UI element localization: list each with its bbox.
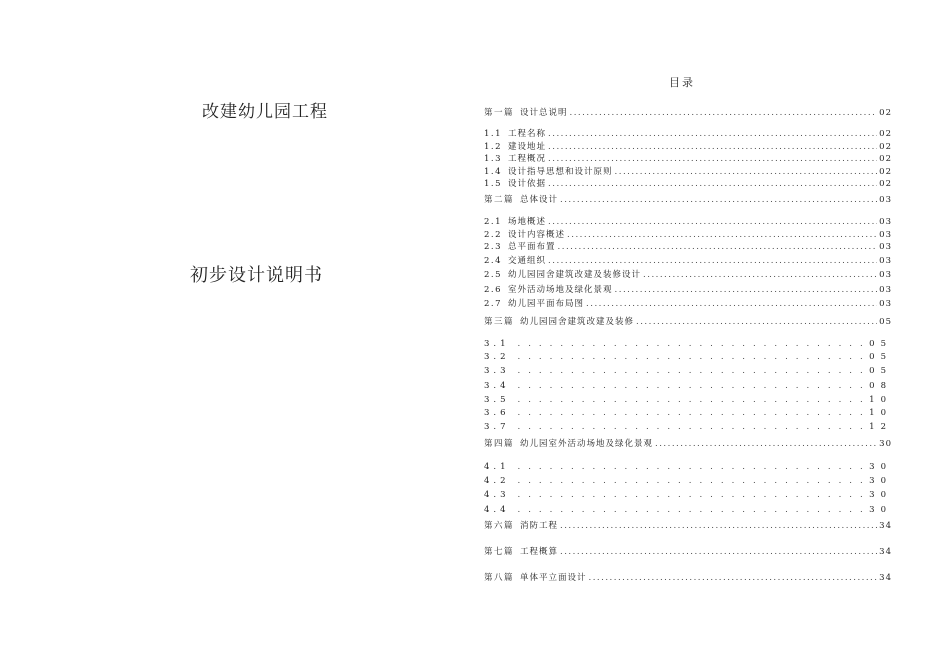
toc-entry[interactable]: 3.3 ..... 05	[484, 365, 892, 377]
toc-entry[interactable]: 2.4 交通组织 ..... 03	[484, 255, 892, 267]
dot-leader	[518, 407, 868, 419]
toc-entry[interactable]: 第六篇 消防工程 ..... 34	[484, 520, 892, 532]
toc-entry[interactable]: 2.2 设计内容概述 ..... 03	[484, 229, 892, 241]
dot-leader	[636, 316, 877, 328]
toc-entry[interactable]: 1.3 工程概况 ..... 02	[484, 153, 892, 165]
toc-entry[interactable]: 1.5 设计依据 ..... 02	[484, 178, 892, 190]
dot-leader	[615, 166, 878, 178]
dot-leader	[548, 216, 877, 228]
toc-entry[interactable]: 1.4 设计指导思想和设计原则 ..... 02	[484, 166, 892, 178]
dot-leader	[560, 520, 877, 532]
toc-entry[interactable]: 4.2 ..... 30	[484, 475, 892, 487]
dot-leader	[558, 241, 878, 253]
toc-entry[interactable]: 3.5 ..... 10	[484, 394, 892, 406]
toc-entry[interactable]: 3.1 ..... 05	[484, 338, 892, 350]
toc-entry[interactable]: 3.7 ..... 12	[484, 421, 892, 433]
toc-entry[interactable]: 2.6 室外活动场地及绿化景观 ..... 03	[484, 284, 892, 296]
toc-entry[interactable]: 第二篇 总体设计 ..... 03	[484, 194, 892, 206]
toc-entry[interactable]: 1.2 建设地址 ..... 02	[484, 141, 892, 153]
dot-leader	[548, 178, 877, 190]
dot-leader	[518, 351, 868, 363]
toc-entry[interactable]: 第四篇 幼儿园室外活动场地及绿化景观 ..... 30	[484, 438, 892, 450]
dot-leader	[560, 194, 877, 206]
toc-entry[interactable]: 4.1 ..... 30	[484, 461, 892, 473]
toc-entry[interactable]: 第七篇 工程概算 ..... 34	[484, 546, 892, 558]
dot-leader	[586, 298, 877, 310]
toc-entry[interactable]: 3.6 ..... 10	[484, 407, 892, 419]
toc-entry[interactable]: 第三篇 幼儿园园舍建筑改建及装修 ..... 05	[484, 316, 892, 328]
toc-entry[interactable]: 3.2 ..... 05	[484, 351, 892, 363]
dot-leader	[518, 475, 868, 487]
toc-entry[interactable]: 1.1 工程名称 ..... 02	[484, 128, 892, 140]
toc-entry[interactable]: 3.4 ..... 08	[484, 380, 892, 392]
toc-entry[interactable]: 2.7 幼儿园平面布局图 ..... 03	[484, 298, 892, 310]
toc-entry[interactable]: 2.5 幼儿园园舍建筑改建及装修设计 ..... 03	[484, 269, 892, 281]
toc-entry[interactable]: 4.4 ..... 30	[484, 504, 892, 516]
document-title: 初步设计说明书	[190, 265, 323, 286]
project-name: 改建幼儿园工程	[202, 102, 328, 122]
dot-leader	[615, 284, 878, 296]
dot-leader	[589, 572, 878, 584]
dot-leader	[548, 255, 877, 267]
dot-leader	[570, 107, 878, 119]
toc-entry[interactable]: 4.3 ..... 30	[484, 489, 892, 501]
dot-leader	[655, 438, 877, 450]
dot-leader	[518, 338, 868, 350]
toc-entry[interactable]: 第八篇 单体平立面设计 ..... 34	[484, 572, 892, 584]
dot-leader	[560, 546, 877, 558]
dot-leader	[518, 421, 868, 433]
dot-leader	[548, 141, 877, 153]
toc-entry[interactable]: 2.1 场地概述 ..... 03	[484, 216, 892, 228]
dot-leader	[643, 269, 877, 281]
dot-leader	[518, 394, 868, 406]
dot-leader	[548, 153, 877, 165]
dot-leader	[567, 229, 877, 241]
dot-leader	[518, 489, 868, 501]
dot-leader	[518, 380, 868, 392]
toc-entry[interactable]: 2.3 总平面布置 ..... 03	[484, 241, 892, 253]
dot-leader	[548, 128, 877, 140]
dot-leader	[518, 461, 868, 473]
toc-heading: 目录	[669, 76, 695, 89]
toc-entry[interactable]: 第一篇 设计总说明 ..... 02	[484, 107, 892, 119]
dot-leader	[518, 365, 868, 377]
dot-leader	[518, 504, 868, 516]
